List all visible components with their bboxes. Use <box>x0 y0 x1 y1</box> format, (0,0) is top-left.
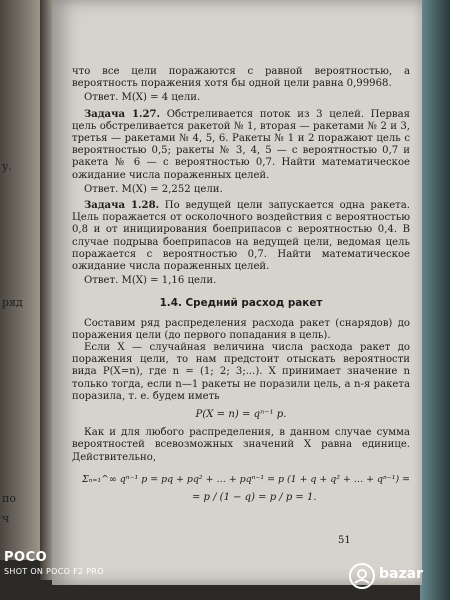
watermark-subtitle: SHOT ON POCO F2 PRO <box>4 567 104 576</box>
intro-paragraph: что все цели поражаются с равной вероятностью, а вероятность поражения хотя бы одной цели равна 0,99968. <box>72 66 410 90</box>
left-page-fragment: ряд <box>2 296 23 309</box>
bazar-badge <box>349 560 444 590</box>
formula-2: Σₙ₌₁^∞ qⁿ⁻¹ p = pq + pq² + … + pqⁿ⁻¹ = p (1 + q + q² + … + qⁿ⁻¹) = <box>82 473 410 485</box>
book-page <box>52 0 422 585</box>
section-paragraph-1: Составим ряд распределения расхода ракет (снарядов) до поражения цели (до первого попадания в цель). <box>72 317 410 341</box>
answer-1: Ответ. M(X) = 4 цели. <box>84 92 201 104</box>
page-number: 51 <box>338 535 351 546</box>
bazar-logo-icon <box>349 563 375 589</box>
answer-2: Ответ. M(X) = 2,252 цели. <box>84 183 223 195</box>
left-page-fragment: у. <box>2 160 12 173</box>
book-cover-edge <box>420 0 450 600</box>
section-paragraph-2: Если X — случайная величина числа расхода ракет до поражения цели, то нам предстоит отыскать вероятности вида P(X=n), где n = (1; 2; 3;...). X принимает значение n только тогда, если n—1 ракеты не поразили цель, а n-я ракета поразила, т. е. будем иметь <box>72 342 410 402</box>
left-page-edge <box>0 0 40 560</box>
task-1-28 <box>72 200 410 273</box>
task-1-28-text: По ведущей цели запускается одна ракета. Цель поражается от осколочного воздействия с вероятностью 0,8 и от инициирования боеприпасов с вероятностью 0,4. В случае подрыва боеприпасов на ведущей цели, ведомая цель поражается с вероятностью 0,7. Найти математическое ожидание числа пораженных целей. <box>72 200 410 273</box>
answer-3: Ответ. M(X) = 1,16 цели. <box>84 275 217 287</box>
page-content <box>72 66 410 504</box>
formula-1: P(X = n) = qⁿ⁻¹ p. <box>195 409 287 421</box>
task-1-27-label: Задача 1.27. <box>84 108 161 120</box>
watermark-brand: POCO <box>4 550 48 565</box>
task-1-28-label: Задача 1.28. <box>84 200 160 212</box>
camera-watermark <box>4 550 104 576</box>
left-page-fragment: по <box>2 492 16 505</box>
bazar-text: bazar <box>379 566 423 582</box>
formula-3: = p / (1 − q) = p / p = 1. <box>192 492 317 504</box>
section-title: 1.4. Средний расход ракет <box>159 297 323 310</box>
task-1-27 <box>72 109 410 182</box>
section-paragraph-3: Как и для любого распределения, в данном случае сумма вероятностей всевозможных значений X равна единице. Действительно, <box>72 427 410 463</box>
task-1-27-text: Обстреливается поток из 3 целей. Первая цель обстреливается ракетой № 1, вторая — ракетами № 2 и 3, третья — ракетами № 4, 5, 6. Ракеты № 1 и 2 поражают цель с вероятностью 0,5; ракеты № 3, 4, 5 — с вероятностью 0,7 и ракета № 6 — с вероятностью 0,7. Найти математическое ожидание числа пораженных целей. <box>72 108 410 181</box>
left-page-fragment: ч <box>2 512 10 525</box>
